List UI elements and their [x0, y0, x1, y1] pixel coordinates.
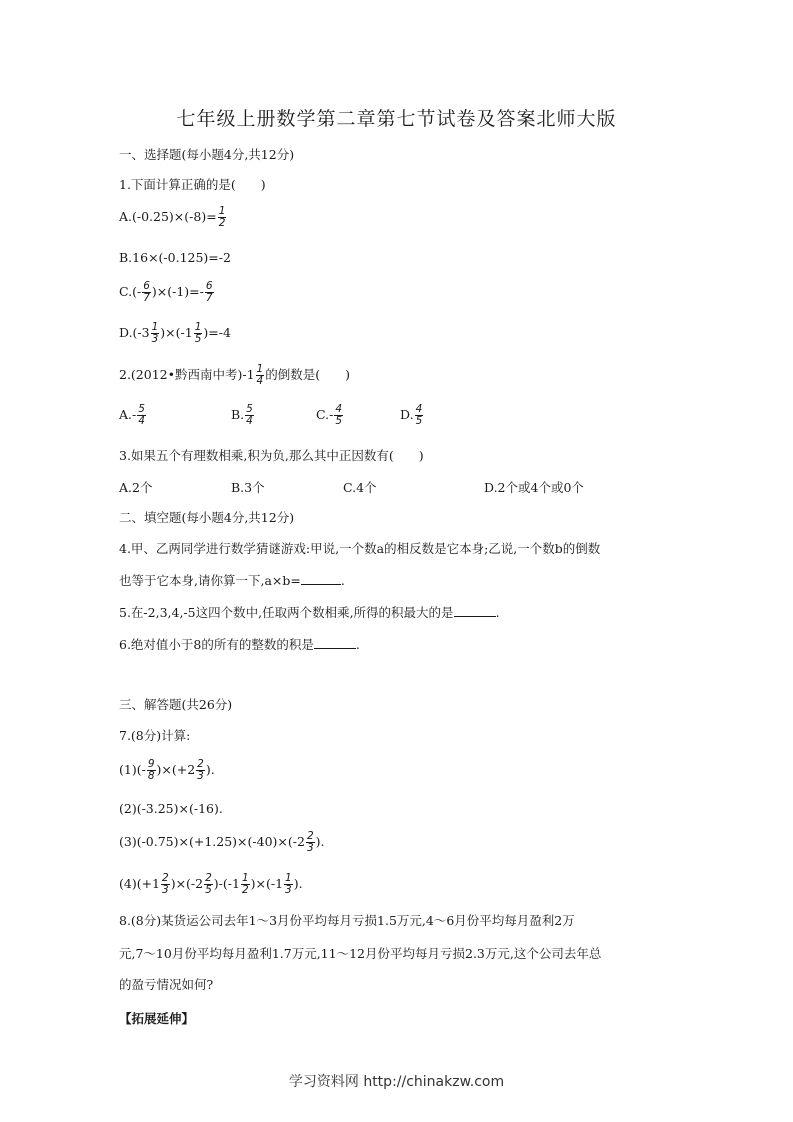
- question-1-option-a: [119, 206, 227, 229]
- question-2-option-b: B. $\frac{5}{4}$: [231, 403, 253, 427]
- question-8-line-2: 元,7～10月份平均每月盈利1.7万元,11～12月份平均每月亏损2.3万元,这个公司去年总: [119, 946, 602, 961]
- question-8-line-3: 的盈亏情况如何?: [119, 977, 214, 992]
- fraction: $\frac{6}{7}$: [205, 280, 213, 304]
- question-7-stem: 7.(8分)计算:: [119, 728, 191, 743]
- fraction: $\frac{2}{3}$: [162, 872, 169, 896]
- fraction: $\frac{1}{2}$: [241, 872, 249, 896]
- question-7-part-2: (2)(-3.25)×(-16).: [119, 801, 223, 816]
- question-4-line-1: 4.甲、乙两同学进行数学猜谜游戏:甲说,一个数a的相反数是它本身;乙说,一个数b的倒数: [119, 541, 601, 556]
- question-2-stem: 2.(2012•黔西南中考)-1 $\frac{1}{4}$ 的倒数是( ): [119, 363, 350, 387]
- question-6: 6.绝对值小于8的所有的整数的积是 .: [119, 637, 360, 652]
- section-heading-choice: 一、选择题(每小题4分,共12分): [119, 147, 295, 162]
- fraction: $\frac{9}{8}$: [147, 758, 155, 782]
- extension-heading: 【拓展延伸】: [119, 1011, 195, 1026]
- question-7-part-3: (3)(-0.75)×(+1.25)×(-40)×(-2 $\frac{2}{3}$ ).: [119, 830, 325, 854]
- question-2-option-d: D. $\frac{4}{5}$: [400, 403, 423, 427]
- page-title: 七年级上册数学第二章第七节试卷及答案北师大版: [176, 108, 617, 130]
- fraction: $\frac{1}{3}$: [151, 321, 159, 345]
- fraction: $\frac{1}{2}$: [218, 205, 226, 229]
- question-8-line-1: 8.(8分)某货运公司去年1～3月份平均每月亏损1.5万元,4～6月份平均每月盈利2万: [119, 913, 575, 928]
- fraction: $\frac{5}{4}$: [138, 403, 145, 427]
- fraction: $\frac{2}{3}$: [197, 758, 204, 782]
- question-2-option-c: C.- $\frac{4}{5}$: [316, 403, 343, 427]
- section-heading-solve: 三、解答题(共26分): [119, 697, 233, 712]
- footer-watermark: 学习资料网 http://chinakzw.com: [288, 1074, 505, 1090]
- question-1-option-b: B.16×(-0.125)=-2: [119, 250, 231, 265]
- fraction: $\frac{2}{3}$: [306, 830, 314, 854]
- question-2-option-a: A.- $\frac{5}{4}$: [119, 403, 145, 427]
- answer-blank: [314, 636, 356, 649]
- fraction: $\frac{4}{5}$: [335, 403, 343, 427]
- question-5: 5.在-2,3,4,-5这四个数中,任取两个数相乘,所得的积最大的是 .: [119, 605, 500, 620]
- question-1-option-c: C.(- $\frac{6}{7}$ )×(-1)=- $\frac{6}{7}$: [119, 280, 213, 304]
- fraction: $\frac{2}{5}$: [205, 872, 212, 896]
- section-heading-fill: 二、填空题(每小题4分,共12分): [119, 510, 295, 525]
- fraction: $\frac{1}{4}$: [256, 363, 264, 387]
- question-3-option-a: A.2个: [119, 480, 153, 495]
- fraction: $\frac{5}{4}$: [246, 403, 253, 427]
- answer-blank: [301, 572, 341, 585]
- option-text: A.(-0.25)×(-8)=: [119, 209, 217, 224]
- question-3-option-b: B.3个: [231, 480, 265, 495]
- question-3-option-c: C.4个: [343, 480, 377, 495]
- question-1-stem: 1.下面计算正确的是( ): [119, 177, 266, 192]
- fraction: $\frac{1}{3}$: [285, 872, 292, 896]
- fraction: $\frac{1}{5}$: [194, 321, 202, 345]
- question-3-option-d: D.2个或4个或0个: [484, 480, 584, 495]
- answer-blank: [454, 604, 496, 617]
- question-7-part-4: (4)(+1 $\frac{2}{3}$ )×(-2 $\frac{2}{5}$ )-(-1 $\frac{1}{2}$ )×(-1 $\frac{1}{3}$ ).: [119, 872, 303, 896]
- question-7-part-1: (1)(- $\frac{9}{8}$ )×(+2 $\frac{2}{3}$ ).: [119, 758, 215, 782]
- question-3-stem: 3.如果五个有理数相乘,积为负,那么其中正因数有( ): [119, 448, 424, 463]
- fraction: $\frac{6}{7}$: [143, 280, 150, 304]
- question-4-line-2: 也等于它本身,请你算一下,a×b= .: [119, 573, 345, 588]
- question-1-option-d: D.(-3 $\frac{1}{3}$ )×(-1 $\frac{1}{5}$ )=-4: [119, 321, 231, 345]
- fraction: $\frac{4}{5}$: [415, 403, 423, 427]
